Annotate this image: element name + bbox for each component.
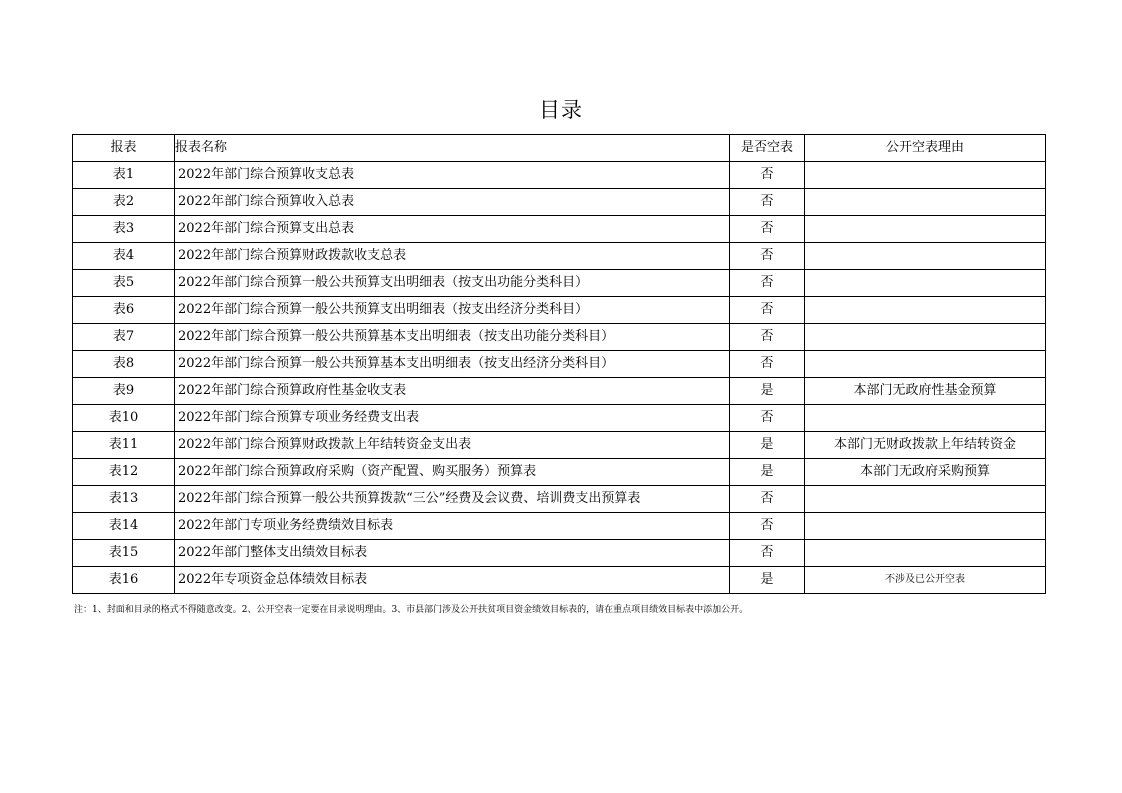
table-row <box>73 216 1046 243</box>
header-empty: 是否空表 <box>730 135 805 162</box>
row-reason: 不涉及已公开空表 <box>805 567 1046 594</box>
row-empty-flag: 否 <box>730 297 805 324</box>
row-empty-flag: 否 <box>730 486 805 513</box>
row-code: 表16 <box>73 567 175 594</box>
table-row <box>73 459 1046 486</box>
row-name: 2022年部门综合预算财政拨款上年结转资金支出表 <box>175 432 730 459</box>
table-header-row <box>73 135 1046 162</box>
row-reason: 本部门无政府采购预算 <box>805 459 1046 486</box>
row-empty-flag: 否 <box>730 270 805 297</box>
row-name: 2022年部门综合预算一般公共预算拨款“三公”经费及会议费、培训费支出预算表 <box>175 486 730 513</box>
table-row <box>73 405 1046 432</box>
row-name: 2022年部门整体支出绩效目标表 <box>175 540 730 567</box>
header-name: 报表名称 <box>175 135 730 162</box>
row-code: 表13 <box>73 486 175 513</box>
header-code: 报表 <box>73 135 175 162</box>
row-code: 表4 <box>73 243 175 270</box>
row-name: 2022年部门综合预算一般公共预算基本支出明细表（按支出功能分类科目） <box>175 324 730 351</box>
row-code: 表6 <box>73 297 175 324</box>
table-row <box>73 243 1046 270</box>
row-name: 2022年部门综合预算收支总表 <box>175 162 730 189</box>
row-name: 2022年部门综合预算政府性基金收支表 <box>175 378 730 405</box>
row-name: 2022年部门综合预算一般公共预算支出明细表（按支出功能分类科目） <box>175 270 730 297</box>
row-reason <box>805 324 1046 351</box>
row-code: 表2 <box>73 189 175 216</box>
row-code: 表5 <box>73 270 175 297</box>
row-reason <box>805 243 1046 270</box>
table-row <box>73 513 1046 540</box>
row-empty-flag: 否 <box>730 189 805 216</box>
row-code: 表3 <box>73 216 175 243</box>
table-row <box>73 351 1046 378</box>
row-empty-flag: 是 <box>730 432 805 459</box>
row-empty-flag: 否 <box>730 405 805 432</box>
row-code: 表7 <box>73 324 175 351</box>
row-reason <box>805 540 1046 567</box>
row-empty-flag: 否 <box>730 351 805 378</box>
row-empty-flag: 否 <box>730 540 805 567</box>
row-reason: 本部门无政府性基金预算 <box>805 378 1046 405</box>
footnote: 注：1、封面和目录的格式不得随意改变。2、公开空表一定要在目录说明理由。3、市县部门涉及公开扶贫项目资金绩效目标表的，请在重点项目绩效目标表中添加公开。 <box>74 605 749 615</box>
table-row <box>73 567 1046 594</box>
row-empty-flag: 否 <box>730 216 805 243</box>
row-code: 表15 <box>73 540 175 567</box>
row-reason <box>805 513 1046 540</box>
row-name: 2022年部门综合预算一般公共预算基本支出明细表（按支出经济分类科目） <box>175 351 730 378</box>
table-row <box>73 432 1046 459</box>
row-reason <box>805 351 1046 378</box>
header-reason: 公开空表理由 <box>805 135 1046 162</box>
row-name: 2022年部门综合预算财政拨款收支总表 <box>175 243 730 270</box>
row-reason <box>805 216 1046 243</box>
row-empty-flag: 否 <box>730 513 805 540</box>
row-name: 2022年部门专项业务经费绩效目标表 <box>175 513 730 540</box>
row-reason <box>805 162 1046 189</box>
table-row <box>73 162 1046 189</box>
row-reason <box>805 405 1046 432</box>
row-code: 表1 <box>73 162 175 189</box>
row-code: 表10 <box>73 405 175 432</box>
report-table <box>72 134 1046 594</box>
row-name: 2022年部门综合预算支出总表 <box>175 216 730 243</box>
table-row <box>73 270 1046 297</box>
table-row <box>73 297 1046 324</box>
row-reason: 本部门无财政拨款上年结转资金 <box>805 432 1046 459</box>
row-name: 2022年专项资金总体绩效目标表 <box>175 567 730 594</box>
table-row <box>73 486 1046 513</box>
row-empty-flag: 是 <box>730 459 805 486</box>
table-body <box>73 162 1046 594</box>
row-empty-flag: 是 <box>730 378 805 405</box>
row-empty-flag: 否 <box>730 162 805 189</box>
table-row <box>73 189 1046 216</box>
row-name: 2022年部门综合预算专项业务经费支出表 <box>175 405 730 432</box>
row-name: 2022年部门综合预算政府采购（资产配置、购买服务）预算表 <box>175 459 730 486</box>
page-title: 目录 <box>539 98 583 122</box>
row-name: 2022年部门综合预算收入总表 <box>175 189 730 216</box>
table-row <box>73 324 1046 351</box>
row-code: 表11 <box>73 432 175 459</box>
row-code: 表8 <box>73 351 175 378</box>
row-reason <box>805 270 1046 297</box>
row-empty-flag: 否 <box>730 243 805 270</box>
row-reason <box>805 189 1046 216</box>
row-empty-flag: 否 <box>730 324 805 351</box>
row-reason <box>805 486 1046 513</box>
table-row <box>73 378 1046 405</box>
row-empty-flag: 是 <box>730 567 805 594</box>
row-code: 表14 <box>73 513 175 540</box>
row-code: 表9 <box>73 378 175 405</box>
row-code: 表12 <box>73 459 175 486</box>
row-name: 2022年部门综合预算一般公共预算支出明细表（按支出经济分类科目） <box>175 297 730 324</box>
table-row <box>73 540 1046 567</box>
row-reason <box>805 297 1046 324</box>
